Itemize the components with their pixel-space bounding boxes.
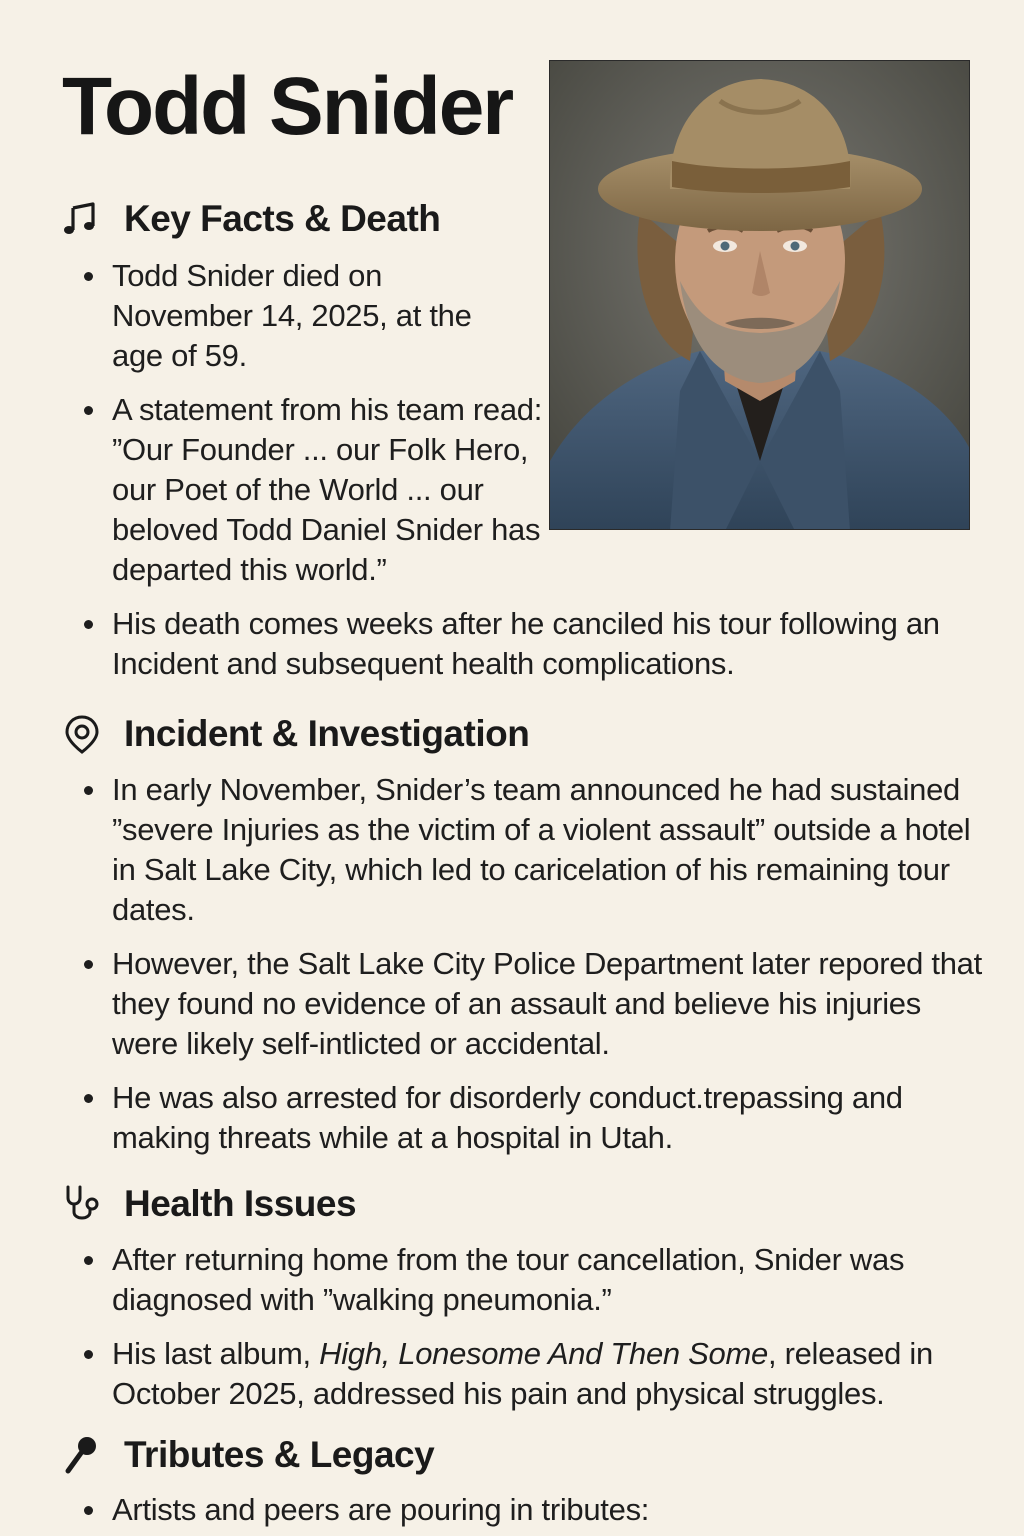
key-facts-list-continued [80, 604, 980, 684]
health-list [80, 1240, 990, 1414]
stethoscope-icon [62, 1184, 106, 1224]
album-title: High, Lonesome And Then Some [319, 1336, 768, 1371]
list-item: After returning home from the tour cancellation, Snider was diagnosed with ”walking pneumonia.” [80, 1240, 990, 1320]
section-heading: Tributes & Legacy [124, 1434, 435, 1475]
album-prefix: His last album, [112, 1336, 320, 1371]
section-health-heading [62, 1184, 356, 1224]
section-tributes-heading [62, 1435, 434, 1475]
section-incident-heading [62, 714, 529, 754]
section-heading: Key Facts & Death [124, 198, 441, 239]
list-item: Artists and peers are pouring in tributes: [80, 1490, 990, 1530]
location-pin-icon [62, 714, 106, 754]
microphone-icon [62, 1435, 106, 1475]
list-item: In early November, Snider’s team announced he had sustained ”severe Injuries as the victim of a violent assault” outside a hotel in Salt Lake City, which led to caricelation of his remaining tour dates. [80, 770, 990, 930]
list-item: He was also arrested for disorderly conduct.trepassing and making threats while at a hospital in Utah. [80, 1078, 990, 1158]
key-facts-list [80, 256, 543, 590]
page-title: Todd Snider [62, 61, 513, 152]
list-item: However, the Salt Lake City Police Department later repored that they found no evidence of an assault and believe his injuries were likely self-intlicted or accidental. [80, 944, 990, 1064]
section-heading: Health Issues [124, 1183, 357, 1224]
album-suffix: , released in October 2025, addressed his pain and physical struggles. [112, 1336, 933, 1411]
incident-list [80, 770, 990, 1158]
music-note-icon [62, 199, 106, 239]
tributes-list [80, 1490, 990, 1530]
list-item: His death comes weeks after he canciled his tour following an Incident and subsequent health complications. [80, 604, 980, 684]
list-item: A statement from his team read: ”Our Founder ... our Folk Hero, our Poet of the World ... our beloved Todd Daniel Snider has departed this world.” [80, 390, 552, 590]
section-key-facts-heading [62, 199, 440, 239]
list-item: Todd Snider died on November 14, 2025, at the age of 59. [80, 256, 510, 376]
portrait-photo [549, 60, 970, 530]
album-list-item [80, 1334, 990, 1414]
section-heading: Incident & Investigation [124, 713, 530, 754]
